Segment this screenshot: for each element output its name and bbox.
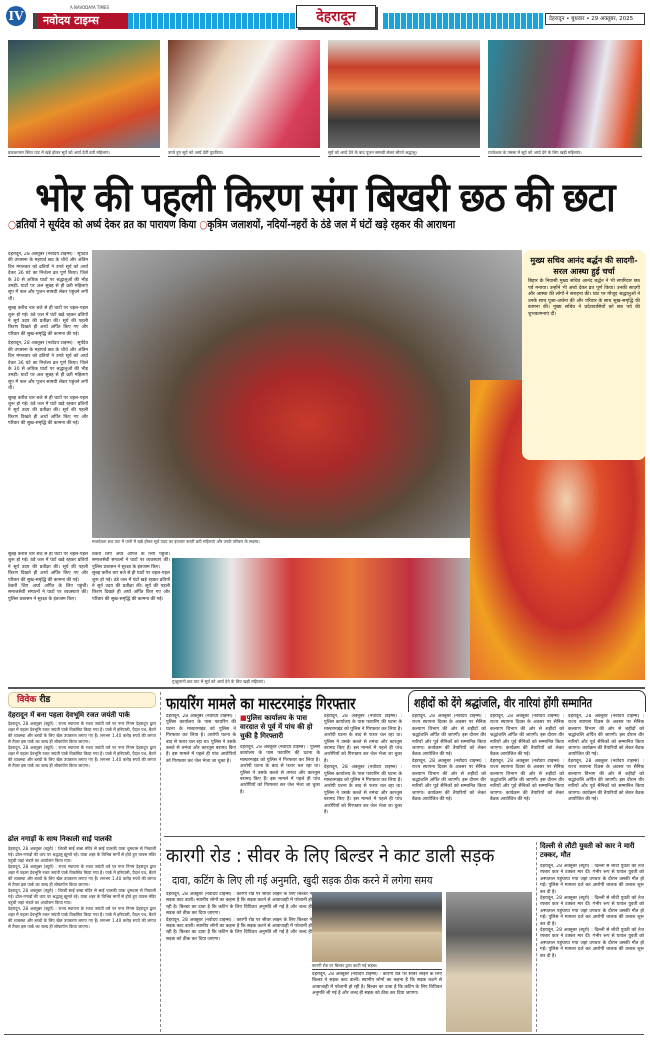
brand-tagline: A NAVODAYA TIMES [70, 5, 110, 10]
dateline: देहरादून • बुधवार • 29 अक्तूबर, 2025 [545, 13, 645, 25]
story-title-park: देहरादून में बना पहला देवभूमि रजत जयंती पार्क [8, 711, 130, 719]
photo-cut-road [312, 932, 442, 962]
story-title-sai-palki: ढोल नगाड़ों के साथ निकाली साईं पालकी [8, 835, 112, 843]
bullet-icon: ○ [199, 218, 208, 231]
section-divider [8, 687, 645, 689]
page-number-badge: IV [6, 6, 26, 26]
story-body-kargi-road: देहरादून, 28 अक्तूबर (नवोदय टाइम्स) : कारगी रोड पर सीवर लाइन के लिए बिल्डर ने सड़क काट डाली। स्थानीय लोगों का कहना है कि सड़क कटने से आवाजाही में परेशानी हो रही है। बिल्डर का दावा है कि कटिंग के लिए विधिवत अनुमति ली गई है और जल्द ही सड़क को ठीक कर दिया जाएगा। देहरादून, 28 अक्तूबर (नवोदय टाइम्स) : कारगी रोड पर सीवर लाइन के लिए बिल्डर ने सड़क काट डाली। स्थानीय लोगों का कहना है कि सड़क कटने से आवाजाही में परेशानी हो रही है। बिल्डर का दावा है कि कटिंग के लिए विधिवत अनुमति ली गई है और जल्द ही सड़क को ठीक कर दिया जाएगा। [166, 892, 312, 942]
decorative-stripes-left [128, 13, 296, 29]
story-body-delhi: देहरादून, 28 अक्तूबर (ब्यूरो) : दिल्ली से लौटी युवती को तेज रफ्तार कार ने टक्कर मार दी। गंभीर रूप से घायल युवती को अस्पताल पहुंचाया गया जहां उपचार के दौरान उसकी मौत हो गई। पुलिस ने मामला दर्ज कर आरोपी चालक की तलाश शुरू कर दी है। देहरादून, 28 अक्तूबर (ब्यूरो) : दिल्ली से लौटी युवती को तेज रफ्तार कार ने टक्कर मार दी। गंभीर रूप से घायल युवती को अस्पताल पहुंचाया गया जहां उपचार के दौरान उसकी मौत हो गई। पुलिस ने मामला दर्ज कर आरोपी चालक की तलाश शुरू कर दी है। देहरादून, 28 अक्तूबर (ब्यूरो) : दिल्ली से लौटी युवती को तेज रफ्तार कार ने टक्कर मार दी। गंभीर रूप से घायल युवती को अस्पताल पहुंचाया गया जहां उपचार के दौरान उसकी मौत हो गई। पुलिस ने मामला दर्ज कर आरोपी चालक की तलाश शुरू कर दी है। [540, 864, 644, 959]
main-photo-caption: मालदेवता छठ घाट में पानी में खड़े होकर सूर्य उदय का इंतजार करती व्रती महिलाएं और उनके परिवार के सदस्य। [92, 539, 260, 544]
story-callout-firing: ■पुलिस कार्यालय के पास वारदात से पूर्व में पांच की हो चुकी है गिरफ्तारी [240, 714, 313, 740]
photo-construction-site [446, 892, 532, 1032]
sidebar-box-title: मुख्य सचिव आनंद बर्द्धन की सादगी-सरल आस्था हुई चर्चा [530, 256, 638, 276]
lead-headline: भोर की पहली किरण संग बिखरी छठ की छटा [35, 175, 615, 221]
vivek-read-label: विवेक रीड [8, 692, 156, 708]
photo-caption: टपकेश्वर के तमसा में सूर्य को अर्घ्य देने के लिए खड़ी महिलाएं। [488, 150, 642, 157]
story-body-martyrs-3: देहरादून, 28 अक्तूबर (नवोदय टाइम्स) : राज्य स्थापना दिवस के अवसर पर सैनिक कल्याण विभाग की ओर से शहीदों को श्रद्धांजलि अर्पित की जाएगी। इस दौरान वीर नारियों और पूर्व सैनिकों को सम्मानित किया जाएगा। कार्यक्रम की तैयारियों को लेकर बैठक आयोजित की गई। देहरादून, 28 अक्तूबर (नवोदय टाइम्स) : राज्य स्थापना दिवस के अवसर पर सैनिक कल्याण विभाग की ओर से शहीदों को श्रद्धांजलि अर्पित की जाएगी। इस दौरान वीर नारियों और पूर्व सैनिकों को सम्मानित किया जाएगा। कार्यक्रम की तैयारियों को लेकर बैठक आयोजित की गई। [568, 714, 644, 803]
story-body-martyrs: देहरादून, 28 अक्तूबर (नवोदय टाइम्स) : राज्य स्थापना दिवस के अवसर पर सैनिक कल्याण विभाग की ओर से शहीदों को श्रद्धांजलि अर्पित की जाएगी। इस दौरान वीर नारियों और पूर्व सैनिकों को सम्मानित किया जाएगा। कार्यक्रम की तैयारियों को लेकर बैठक आयोजित की गई। देहरादून, 28 अक्तूबर (नवोदय टाइम्स) : राज्य स्थापना दिवस के अवसर पर सैनिक कल्याण विभाग की ओर से शहीदों को श्रद्धांजलि अर्पित की जाएगी। इस दौरान वीर नारियों और पूर्व सैनिकों को सम्मानित किया जाएगा। कार्यक्रम की तैयारियों को लेकर बैठक आयोजित की गई। [412, 714, 486, 803]
column-divider [536, 842, 537, 1032]
photo-ghat-woman [8, 40, 160, 148]
story-body-firing-3: देहरादून, 28 अक्तूबर (नवोदय टाइम्स) : पुलिस कार्यालय के पास फायरिंग की घटना के मास्टरमाइंड को पुलिस ने गिरफ्तार कर लिया है। आरोपी घटना के बाद से फरार चल रहा था। पुलिस ने उसके कब्जे से तमंचा और कारतूस बरामद किए हैं। इस मामले में पहले ही पांच आरोपियों को गिरफ्तार कर जेल भेजा जा चुका है। देहरादून, 28 अक्तूबर (नवोदय टाइम्स) : पुलिस कार्यालय के पास फायरिंग की घटना के मास्टरमाइंड को पुलिस ने गिरफ्तार कर लिया है। आरोपी घटना के बाद से फरार चल रहा था। पुलिस ने उसके कब्जे से तमंचा और कारतूस बरामद किए हैं। इस मामले में पहले ही पांच आरोपियों को गिरफ्तार कर जेल भेजा जा चुका है। [324, 714, 402, 816]
second-photo-caption: गुच्छूपानी छठ घाट में सूर्य को अर्घ्य देने के लिए खड़ी महिलाएं। [172, 679, 265, 684]
page-bottom-rule [4, 1034, 644, 1035]
story-headline-kargi-road: कारगी रोड : सीवर के लिए बिल्डर ने काट डाली सड़क [166, 845, 495, 867]
sidebar-box-body: बिहार के निवासी मुख्य सचिव आनंद बर्द्धन ने भी सपरिवार छठ पर्व मनाया। उन्होंने भी अर्घ्य देकर व्रत पूर्ण किया। उनकी सादगी और आस्था की लोगों ने सराहना की। घाट पर मौजूद श्रद्धालुओं ने उनके साथ पूजा-अर्चना की और परिवार के साथ सुख-समृद्धि की कामना की। मुख्य सचिव ने प्रदेशवासियों को छठ पर्व की शुभकामनाएं दीं। [528, 279, 640, 317]
story-headline-martyrs: शहीदों को देंगे श्रद्धांजलि, वीर नारियां होंगी सम्मानित [414, 696, 592, 710]
photo-girls-offering [168, 40, 320, 148]
brand-logo: नवोदय टाइम्स [33, 13, 128, 29]
main-photo-devotees-in-water [92, 250, 522, 538]
kargi-photo-caption: कारगी रोड पर बिल्डर द्वारा काटी गई सड़क। [312, 963, 442, 970]
section-divider [164, 836, 645, 837]
masthead [0, 0, 650, 36]
photo-caption: प्रकाशनगर स्थित घाट में खड़े होकर सूर्य को अर्घ्य देतीं व्रती महिलाएं। [8, 150, 160, 157]
photo-caption: सूर्य को अर्घ्य देने के बाद पूजन सामग्री लेकर लौटते श्रद्धालु। [328, 150, 480, 157]
sidebar-box-chief-secretary [522, 250, 646, 460]
photo-guchhupani-women [172, 558, 470, 678]
photo-road-traffic [312, 892, 442, 932]
decorative-stripes-right [383, 13, 543, 29]
photo-devotees-carrying [328, 40, 480, 148]
story-headline-delhi: दिल्ली से लौटी युवती को कार ने मारी टक्कर, मौत [540, 842, 635, 859]
story-subhead-kargi-road: दावा, कटिंग के लिए ली गई अनुमति, खुदी सड़क ठीक करने में लगेगा समय [172, 874, 433, 887]
story-body-martyrs-2: देहरादून, 28 अक्तूबर (नवोदय टाइम्स) : राज्य स्थापना दिवस के अवसर पर सैनिक कल्याण विभाग की ओर से शहीदों को श्रद्धांजलि अर्पित की जाएगी। इस दौरान वीर नारियों और पूर्व सैनिकों को सम्मानित किया जाएगा। कार्यक्रम की तैयारियों को लेकर बैठक आयोजित की गई। देहरादून, 28 अक्तूबर (नवोदय टाइम्स) : राज्य स्थापना दिवस के अवसर पर सैनिक कल्याण विभाग की ओर से शहीदों को श्रद्धांजलि अर्पित की जाएगी। इस दौरान वीर नारियों और पूर्व सैनिकों को सम्मानित किया जाएगा। कार्यक्रम की तैयारियों को लेकर बैठक आयोजित की गई। [490, 714, 564, 803]
story-body-park: देहरादून, 28 अक्तूबर (ब्यूरो) : राज्य स्थापना के रजत जयंती वर्ष पर नगर निगम देहरादून द्वारा शहर में पहला देवभूमि रजत जयंती पार्क विकसित किया गया है। पार्क में हरियाली, पैदल पथ, बैठने की व्यवस्था और बच्चों के लिए खेल उपकरण लगाए गए हैं। लगभग 1.40 करोड़ रुपये की लागत से तैयार इस पार्क का जल्द ही लोकार्पण किया जाएगा। देहरादून, 28 अक्तूबर (ब्यूरो) : राज्य स्थापना के रजत जयंती वर्ष पर नगर निगम देहरादून द्वारा शहर में पहला देवभूमि रजत जयंती पार्क विकसित किया गया है। पार्क में हरियाली, पैदल पथ, बैठने की व्यवस्था और बच्चों के लिए खेल उपकरण लगाए गए हैं। लगभग 1.40 करोड़ रुपये की लागत से तैयार इस पार्क का जल्द ही लोकार्पण किया जाएगा। [8, 721, 156, 768]
lead-subheads: ○व्रतियों ने सूर्यदेव को अर्घ्य देकर व्रत का पारायण किया ○कृत्रिम जलाशयों, नदियों-नहरों के ठंडे जल में घंटों खड़े रहकर की आराधना [8, 218, 456, 231]
photo-caption: उगते हुए सूर्य को अर्घ्य देतीं युवतियां। [168, 150, 320, 157]
story-body-kargi-road-2: देहरादून, 28 अक्तूबर (नवोदय टाइम्स) : कारगी रोड पर सीवर लाइन के लिए बिल्डर ने सड़क काट डाली। स्थानीय लोगों का कहना है कि सड़क कटने से आवाजाही में परेशानी हो रही है। बिल्डर का दावा है कि कटिंग के लिए विधिवत अनुमति ली गई है और जल्द ही सड़क को ठीक कर दिया जाएगा। [312, 972, 442, 997]
photo-tapkeshwar-women [488, 40, 642, 148]
column-divider [160, 692, 161, 1032]
square-bullet-icon: ■ [240, 714, 247, 722]
city-label: देहरादून [296, 5, 376, 28]
story-headline-firing: फायरिंग मामले का मास्टरमाइंड गिरफ्तार [166, 694, 356, 713]
lead-body-column-3: ठेकरी लिए अर्घ्य अर्पित के लिए पहुंचीं। समाजसेवी संगठनों ने घाटों पर व्यवस्थाएं कीं। पुलिस प्रशासन ने सुरक्षा के इंतजाम किए। सुबह करीब चार बजे से ही घाटों पर चहल-पहल शुरू हो गई। ठंडे जल में घंटों खड़े रहकर व्रतियों ने सूर्य उदय की प्रतीक्षा की। सूर्य की पहली किरण दिखते ही अर्घ्य अर्पित किए गए और परिवार की सुख-समृद्धि की कामना की गई। [92, 552, 170, 602]
bullet-icon: ○ [8, 218, 17, 231]
lead-body-column-2: सुबह करीब चार बजे से ही घाटों पर चहल-पहल शुरू हो गई। ठंडे जल में घंटों खड़े रहकर व्रतियों ने सूर्य उदय की प्रतीक्षा की। सूर्य की पहली किरण दिखते ही अर्घ्य अर्पित किए गए और परिवार की सुख-समृद्धि की कामना की गई। ठेकरी लिए अर्घ्य अर्पित के लिए पहुंचीं। समाजसेवी संगठनों ने घाटों पर व्यवस्थाएं कीं। पुलिस प्रशासन ने सुरक्षा के इंतजाम किए। [8, 552, 88, 602]
story-body-firing: देहरादून, 28 अक्तूबर (नवोदय टाइम्स) : पुलिस कार्यालय के पास फायरिंग की घटना के मास्टरमाइंड को पुलिस ने गिरफ्तार कर लिया है। आरोपी घटना के बाद से फरार चल रहा था। पुलिस ने उसके कब्जे से तमंचा और कारतूस बरामद किए हैं। इस मामले में पहले ही पांच आरोपियों को गिरफ्तार कर जेल भेजा जा चुका है। [166, 714, 236, 764]
lead-body-column: देहरादून, 28 अक्तूबर (नवोदय टाइम्स) : सूर्यदेव की उपासना के महापर्व छठ के चौथे और अंतिम दिन मंगलवार को व्रतियों ने उगते सूर्य को अर्घ्य देकर 36 घंटे का निर्जला व्रत पूर्ण किया। जिले के 30 से अधिक घाटों पर श्रद्धालुओं की भीड़ उमड़ी। घाटों पर अल सुबह से ही व्रती महिलाएं सूप में फल और पूजन सामग्री लेकर पहुंचने लगी थीं। सुबह करीब चार बजे से ही घाटों पर चहल-पहल शुरू हो गई। ठंडे जल में घंटों खड़े रहकर व्रतियों ने सूर्य उदय की प्रतीक्षा की। सूर्य की पहली किरण दिखते ही अर्घ्य अर्पित किए गए और परिवार की सुख-समृद्धि की कामना की गई। देहरादून, 28 अक्तूबर (नवोदय टाइम्स) : सूर्यदेव की उपासना के महापर्व छठ के चौथे और अंतिम दिन मंगलवार को व्रतियों ने उगते सूर्य को अर्घ्य देकर 36 घंटे का निर्जला व्रत पूर्ण किया। जिले के 30 से अधिक घाटों पर श्रद्धालुओं की भीड़ उमड़ी। घाटों पर अल सुबह से ही व्रती महिलाएं सूप में फल और पूजन सामग्री लेकर पहुंचने लगी थीं। सुबह करीब चार बजे से ही घाटों पर चहल-पहल शुरू हो गई। ठंडे जल में घंटों खड़े रहकर व्रतियों ने सूर्य उदय की प्रतीक्षा की। सूर्य की पहली किरण दिखते ही अर्घ्य अर्पित किए गए और परिवार की सुख-समृद्धि की कामना की गई। [8, 252, 88, 427]
story-body-firing-2: देहरादून, 28 अक्तूबर (नवोदय टाइम्स) : पुलिस कार्यालय के पास फायरिंग की घटना के मास्टरमाइंड को पुलिस ने गिरफ्तार कर लिया है। आरोपी घटना के बाद से फरार चल रहा था। पुलिस ने उसके कब्जे से तमंचा और कारतूस बरामद किए हैं। इस मामले में पहले ही पांच आरोपियों को गिरफ्तार कर जेल भेजा जा चुका है। [240, 745, 320, 795]
story-body-sai-palki: देहरादून, 28 अक्तूबर (ब्यूरो) : शिरडी साईं बाबा मंदिर से साईं पालकी यात्रा धूमधाम से निकाली गई। ढोल-नगाड़ों की थाप पर श्रद्धालु झूमते रहे। यात्रा शहर के विभिन्न मार्गों से होते हुए वापस मंदिर पहुंची जहां भंडारे का आयोजन किया गया। देहरादून, 28 अक्तूबर (ब्यूरो) : राज्य स्थापना के रजत जयंती वर्ष पर नगर निगम देहरादून द्वारा शहर में पहला देवभूमि रजत जयंती पार्क विकसित किया गया है। पार्क में हरियाली, पैदल पथ, बैठने की व्यवस्था और बच्चों के लिए खेल उपकरण लगाए गए हैं। लगभग 1.40 करोड़ रुपये की लागत से तैयार इस पार्क का जल्द ही लोकार्पण किया जाएगा। देहरादून, 28 अक्तूबर (ब्यूरो) : शिरडी साईं बाबा मंदिर से साईं पालकी यात्रा धूमधाम से निकाली गई। ढोल-नगाड़ों की थाप पर श्रद्धालु झूमते रहे। यात्रा शहर के विभिन्न मार्गों से होते हुए वापस मंदिर पहुंची जहां भंडारे का आयोजन किया गया। देहरादून, 28 अक्तूबर (ब्यूरो) : राज्य स्थापना के रजत जयंती वर्ष पर नगर निगम देहरादून द्वारा शहर में पहला देवभूमि रजत जयंती पार्क विकसित किया गया है। पार्क में हरियाली, पैदल पथ, बैठने की व्यवस्था और बच्चों के लिए खेल उपकरण लगाए गए हैं। लगभग 1.40 करोड़ रुपये की लागत से तैयार इस पार्क का जल्द ही लोकार्पण किया जाएगा। [8, 846, 156, 929]
